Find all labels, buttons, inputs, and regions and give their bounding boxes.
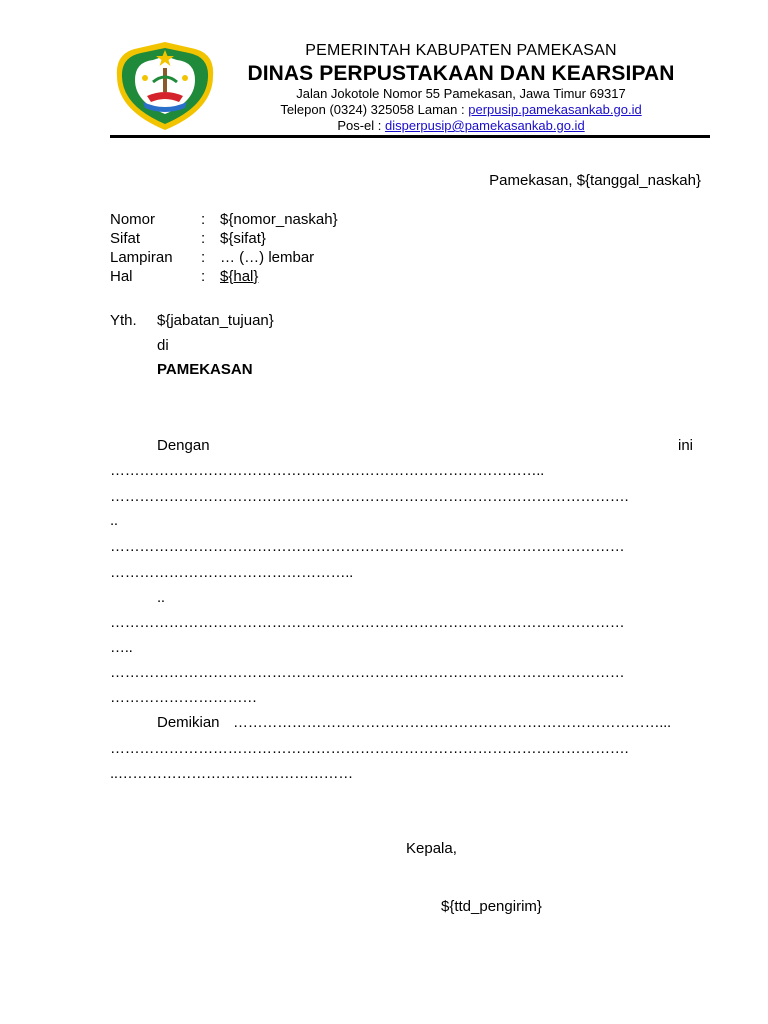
recipient-place: PAMEKASAN — [157, 361, 253, 378]
body-line: ……………………………………………………………………………………………. — [110, 740, 629, 757]
recipient-salutation: Yth. — [110, 312, 137, 329]
meta-label-nomor: Nomor — [110, 211, 156, 228]
phone-label: Telepon (0324) 325058 Laman : — [280, 102, 469, 117]
body-closing-word: Demikian — [157, 714, 220, 731]
body-line: …………………………………………………………………………….. — [110, 462, 545, 479]
meta-colon: : — [201, 268, 206, 285]
body-line: .. — [157, 589, 165, 606]
email-label: Pos-el : — [337, 118, 386, 133]
website-link[interactable]: perpusip.pamekasankab.go.id — [468, 102, 642, 117]
signature-title: Kepala, — [406, 840, 457, 857]
body-line: ….. — [110, 639, 133, 656]
body-line: …………………………………………………………………………………………… — [110, 664, 625, 681]
body-line: …………………………………………………………………………………………… — [110, 614, 625, 631]
body-line: …………………………………………………………………………………………… — [110, 538, 625, 555]
meta-label-lampiran: Lampiran — [110, 249, 173, 266]
body-opening-end: ini — [678, 437, 694, 454]
recipient-position: ${jabatan_tujuan} — [157, 312, 274, 329]
meta-value-sifat: ${sifat} — [220, 230, 266, 247]
body-line: ………………………… — [110, 689, 258, 706]
meta-colon: : — [201, 249, 206, 266]
meta-value-hal: ${hal} — [220, 268, 259, 285]
signature-placeholder: ${ttd_pengirim} — [441, 898, 542, 915]
meta-label-sifat: Sifat — [110, 230, 141, 247]
body-line: ……………………………………………………………………………………………. — [110, 488, 629, 505]
email-link[interactable]: disperpusip@pamekasankab.go.id — [385, 118, 585, 133]
letterhead-email-line — [228, 118, 694, 133]
meta-label-hal: Hal — [110, 268, 133, 285]
body-opening-word: Dengan — [157, 437, 210, 454]
meta-colon: : — [201, 211, 206, 228]
meta-value-nomor: ${nomor_naskah} — [220, 211, 338, 228]
meta-colon: : — [201, 230, 206, 247]
letter-date: Pamekasan, ${tanggal_naskah} — [489, 172, 701, 189]
body-line: ……………………………………………………………………………... — [233, 714, 671, 731]
letterhead-divider — [110, 135, 710, 138]
letterhead-government: PEMERINTAH KABUPATEN PAMEKASAN — [305, 42, 617, 59]
body-line: ..………………………………………… — [110, 765, 353, 782]
body-line: ………………………………………….. — [110, 564, 353, 581]
letterhead-phone-line — [228, 102, 694, 117]
pamekasan-emblem-logo — [113, 38, 217, 134]
meta-value-lampiran: … (…) lembar — [220, 249, 315, 266]
body-line: .. — [110, 512, 118, 529]
letterhead-address: Jalan Jokotole Nomor 55 Pamekasan, Jawa Timur 69317 — [296, 86, 626, 101]
letterhead-agency: DINAS PERPUSTAKAAN DAN KEARSIPAN — [247, 62, 675, 85]
recipient-di: di — [157, 337, 169, 354]
